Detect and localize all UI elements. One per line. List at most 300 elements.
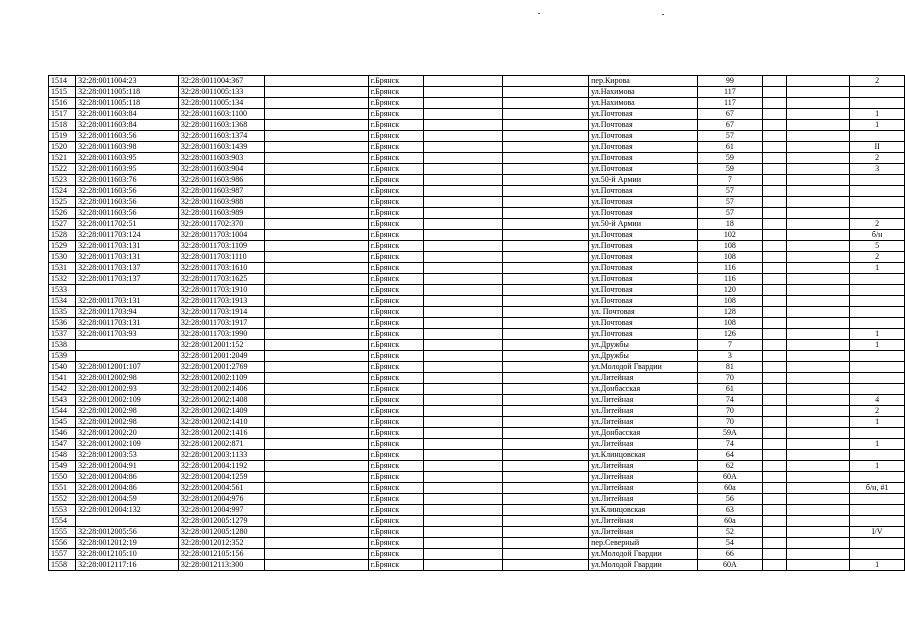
empty-cell	[787, 120, 850, 131]
note-cell: 2	[850, 406, 905, 417]
house-number-cell: 61	[698, 384, 762, 395]
empty-cell	[265, 109, 369, 120]
empty-cell	[424, 98, 503, 109]
empty-cell	[424, 263, 503, 274]
row-number-cell: 1550	[49, 472, 76, 483]
empty-cell	[787, 285, 850, 296]
empty-cell	[503, 307, 589, 318]
note-cell: 1	[850, 340, 905, 351]
empty-cell	[265, 560, 369, 571]
empty-cell	[503, 76, 589, 87]
empty-cell	[265, 373, 369, 384]
table-row	[49, 373, 905, 384]
empty-cell	[503, 318, 589, 329]
building-cadastral-number-cell: 32:28:0012004:997	[178, 505, 264, 516]
street-cell: ул.Почтовая	[589, 208, 698, 219]
empty-cell	[424, 252, 503, 263]
empty-cell	[503, 87, 589, 98]
table-row	[49, 87, 905, 98]
street-cell: ул. Почтовая	[589, 307, 698, 318]
empty-cell	[265, 98, 369, 109]
note-cell: б/н	[850, 230, 905, 241]
table-row	[49, 120, 905, 131]
empty-cell	[762, 428, 787, 439]
empty-cell	[503, 142, 589, 153]
empty-cell	[762, 87, 787, 98]
city-cell: г.Брянск	[368, 428, 423, 439]
street-cell: ул.Литейная	[589, 373, 698, 384]
street-cell: ул.50-й Армии	[589, 219, 698, 230]
empty-cell	[762, 318, 787, 329]
table-row	[49, 241, 905, 252]
empty-cell	[787, 439, 850, 450]
empty-cell	[762, 483, 787, 494]
building-cadastral-number-cell: 32:28:0011603:903	[178, 153, 264, 164]
empty-cell	[503, 439, 589, 450]
street-cell: пер.Северный	[589, 538, 698, 549]
parcel-cadastral-number-cell: 32:28:0011603:95	[76, 153, 179, 164]
street-cell: ул.Почтовая	[589, 241, 698, 252]
table-row	[49, 472, 905, 483]
row-number-cell: 1527	[49, 219, 76, 230]
street-cell: ул.Литейная	[589, 483, 698, 494]
parcel-cadastral-number-cell: 32:28:0012117:16	[76, 560, 179, 571]
house-number-cell: 59	[698, 164, 762, 175]
parcel-cadastral-number-cell: 32:28:0011603:56	[76, 197, 179, 208]
empty-cell	[787, 340, 850, 351]
house-number-cell: 57	[698, 131, 762, 142]
empty-cell	[503, 472, 589, 483]
empty-cell	[424, 285, 503, 296]
row-number-cell: 1518	[49, 120, 76, 131]
house-number-cell: 60а	[698, 483, 762, 494]
row-number-cell: 1537	[49, 329, 76, 340]
row-number-cell: 1530	[49, 252, 76, 263]
empty-cell	[787, 296, 850, 307]
row-number-cell: 1531	[49, 263, 76, 274]
empty-cell	[787, 230, 850, 241]
street-cell: ул.Почтовая	[589, 329, 698, 340]
parcel-cadastral-number-cell: 32:28:0011703:131	[76, 296, 179, 307]
building-cadastral-number-cell: 32:28:0011603:1439	[178, 142, 264, 153]
table-row	[49, 351, 905, 362]
house-number-cell: 57	[698, 186, 762, 197]
empty-cell	[787, 76, 850, 87]
row-number-cell: 1546	[49, 428, 76, 439]
row-number-cell: 1539	[49, 351, 76, 362]
parcel-cadastral-number-cell: 32:28:0011603:56	[76, 186, 179, 197]
empty-cell	[503, 208, 589, 219]
empty-cell	[762, 549, 787, 560]
empty-cell	[265, 329, 369, 340]
empty-cell	[503, 494, 589, 505]
parcel-cadastral-number-cell: 32:28:0012002:98	[76, 406, 179, 417]
house-number-cell: 117	[698, 87, 762, 98]
empty-cell	[424, 384, 503, 395]
building-cadastral-number-cell: 32:28:0011603:904	[178, 164, 264, 175]
parcel-cadastral-number-cell: 32:28:0011603:95	[76, 164, 179, 175]
table-row	[49, 98, 905, 109]
table-row	[49, 560, 905, 571]
row-number-cell: 1554	[49, 516, 76, 527]
building-cadastral-number-cell: 32:28:0011603:989	[178, 208, 264, 219]
empty-cell	[787, 98, 850, 109]
empty-cell	[787, 494, 850, 505]
city-cell: г.Брянск	[368, 406, 423, 417]
city-cell: г.Брянск	[368, 285, 423, 296]
note-cell	[850, 87, 905, 98]
street-cell: ул.Литейная	[589, 395, 698, 406]
empty-cell	[787, 164, 850, 175]
scan-speck	[538, 13, 540, 14]
empty-cell	[424, 494, 503, 505]
street-cell: ул.Литейная	[589, 461, 698, 472]
row-number-cell: 1540	[49, 362, 76, 373]
empty-cell	[424, 417, 503, 428]
building-cadastral-number-cell: 32:28:0011603:986	[178, 175, 264, 186]
house-number-cell: 52	[698, 527, 762, 538]
street-cell: ул.Молодой Гвардии	[589, 362, 698, 373]
note-cell	[850, 98, 905, 109]
city-cell: г.Брянск	[368, 538, 423, 549]
empty-cell	[762, 406, 787, 417]
note-cell	[850, 516, 905, 527]
row-number-cell: 1529	[49, 241, 76, 252]
empty-cell	[424, 516, 503, 527]
house-number-cell: 60а	[698, 516, 762, 527]
empty-cell	[787, 472, 850, 483]
empty-cell	[265, 428, 369, 439]
note-cell: 1	[850, 461, 905, 472]
empty-cell	[762, 494, 787, 505]
parcel-cadastral-number-cell: 32:28:0012005:56	[76, 527, 179, 538]
row-number-cell: 1541	[49, 373, 76, 384]
house-number-cell: 120	[698, 285, 762, 296]
row-number-cell: 1533	[49, 285, 76, 296]
row-number-cell: 1556	[49, 538, 76, 549]
empty-cell	[762, 120, 787, 131]
empty-cell	[503, 516, 589, 527]
street-cell: ул.Почтовая	[589, 186, 698, 197]
empty-cell	[762, 197, 787, 208]
street-cell: ул.Почтовая	[589, 274, 698, 285]
building-cadastral-number-cell: 32:28:0011603:1368	[178, 120, 264, 131]
empty-cell	[787, 406, 850, 417]
row-number-cell: 1528	[49, 230, 76, 241]
street-cell: ул.Почтовая	[589, 318, 698, 329]
empty-cell	[503, 384, 589, 395]
table-row	[49, 494, 905, 505]
note-cell	[850, 175, 905, 186]
note-cell: 5	[850, 241, 905, 252]
empty-cell	[787, 329, 850, 340]
parcel-cadastral-number-cell: 32:28:0012002:109	[76, 395, 179, 406]
empty-cell	[424, 186, 503, 197]
empty-cell	[265, 494, 369, 505]
street-cell: ул.Донбасская	[589, 384, 698, 395]
row-number-cell: 1522	[49, 164, 76, 175]
row-number-cell: 1551	[49, 483, 76, 494]
row-number-cell: 1534	[49, 296, 76, 307]
city-cell: г.Брянск	[368, 186, 423, 197]
row-number-cell: 1514	[49, 76, 76, 87]
city-cell: г.Брянск	[368, 307, 423, 318]
empty-cell	[762, 417, 787, 428]
building-cadastral-number-cell: 32:28:0012004:976	[178, 494, 264, 505]
parcel-cadastral-number-cell: 32:28:0012004:132	[76, 505, 179, 516]
table-row	[49, 76, 905, 87]
empty-cell	[265, 120, 369, 131]
empty-cell	[787, 351, 850, 362]
city-cell: г.Брянск	[368, 549, 423, 560]
empty-cell	[762, 263, 787, 274]
street-cell: ул.Клинцовская	[589, 505, 698, 516]
street-cell: ул.Почтовая	[589, 120, 698, 131]
parcel-cadastral-number-cell	[76, 285, 179, 296]
house-number-cell: 116	[698, 274, 762, 285]
note-cell	[850, 549, 905, 560]
parcel-cadastral-number-cell: 32:28:0011703:137	[76, 263, 179, 274]
city-cell: г.Брянск	[368, 351, 423, 362]
empty-cell	[762, 274, 787, 285]
row-number-cell: 1557	[49, 549, 76, 560]
empty-cell	[787, 450, 850, 461]
empty-cell	[424, 340, 503, 351]
empty-cell	[424, 472, 503, 483]
parcel-cadastral-number-cell: 32:28:0011603:56	[76, 131, 179, 142]
empty-cell	[424, 241, 503, 252]
empty-cell	[762, 175, 787, 186]
street-cell: ул.Почтовая	[589, 153, 698, 164]
empty-cell	[503, 505, 589, 516]
street-cell: пер.Кирова	[589, 76, 698, 87]
empty-cell	[265, 538, 369, 549]
empty-cell	[265, 483, 369, 494]
note-cell: 1	[850, 329, 905, 340]
house-number-cell: 74	[698, 395, 762, 406]
building-cadastral-number-cell: 32:28:0012002:1409	[178, 406, 264, 417]
city-cell: г.Брянск	[368, 263, 423, 274]
empty-cell	[787, 197, 850, 208]
table-row	[49, 549, 905, 560]
empty-cell	[265, 406, 369, 417]
empty-cell	[265, 175, 369, 186]
house-number-cell: 108	[698, 318, 762, 329]
table-row	[49, 395, 905, 406]
city-cell: г.Брянск	[368, 472, 423, 483]
house-number-cell: 61	[698, 142, 762, 153]
empty-cell	[503, 274, 589, 285]
registry-table	[48, 75, 905, 571]
table-row	[49, 362, 905, 373]
parcel-cadastral-number-cell: 32:28:0012004:86	[76, 472, 179, 483]
parcel-cadastral-number-cell: 32:28:0011703:131	[76, 318, 179, 329]
parcel-cadastral-number-cell: 32:28:0011603:76	[76, 175, 179, 186]
parcel-cadastral-number-cell: 32:28:0011004:23	[76, 76, 179, 87]
street-cell: ул.Почтовая	[589, 230, 698, 241]
street-cell: ул.Литейная	[589, 472, 698, 483]
row-number-cell: 1526	[49, 208, 76, 219]
city-cell: г.Брянск	[368, 197, 423, 208]
building-cadastral-number-cell: 32:28:0011703:1610	[178, 263, 264, 274]
empty-cell	[762, 307, 787, 318]
empty-cell	[265, 197, 369, 208]
parcel-cadastral-number-cell: 32:28:0011703:131	[76, 241, 179, 252]
table-row	[49, 406, 905, 417]
building-cadastral-number-cell: 32:28:0011603:988	[178, 197, 264, 208]
building-cadastral-number-cell: 32:28:0012002:1408	[178, 395, 264, 406]
table-row	[49, 439, 905, 450]
empty-cell	[503, 296, 589, 307]
empty-cell	[787, 142, 850, 153]
building-cadastral-number-cell: 32:28:0011603:1374	[178, 131, 264, 142]
building-cadastral-number-cell: 32:28:0012002:1416	[178, 428, 264, 439]
empty-cell	[787, 417, 850, 428]
empty-cell	[424, 76, 503, 87]
building-cadastral-number-cell: 32:28:0011703:1625	[178, 274, 264, 285]
parcel-cadastral-number-cell: 32:28:0012002:20	[76, 428, 179, 439]
note-cell	[850, 384, 905, 395]
empty-cell	[787, 175, 850, 186]
house-number-cell: 57	[698, 208, 762, 219]
house-number-cell: 108	[698, 241, 762, 252]
row-number-cell: 1548	[49, 450, 76, 461]
row-number-cell: 1525	[49, 197, 76, 208]
building-cadastral-number-cell: 32:28:0012003:1133	[178, 450, 264, 461]
empty-cell	[265, 142, 369, 153]
street-cell: ул.Почтовая	[589, 109, 698, 120]
empty-cell	[265, 263, 369, 274]
city-cell: г.Брянск	[368, 318, 423, 329]
empty-cell	[762, 164, 787, 175]
city-cell: г.Брянск	[368, 241, 423, 252]
house-number-cell: 57	[698, 197, 762, 208]
street-cell: ул.Почтовая	[589, 131, 698, 142]
street-cell: ул.Дружбы	[589, 351, 698, 362]
building-cadastral-number-cell: 32:28:0011703:1990	[178, 329, 264, 340]
city-cell: г.Брянск	[368, 296, 423, 307]
table-row	[49, 461, 905, 472]
table-row	[49, 428, 905, 439]
note-cell	[850, 296, 905, 307]
empty-cell	[787, 131, 850, 142]
parcel-cadastral-number-cell: 32:28:0011703:124	[76, 230, 179, 241]
empty-cell	[787, 109, 850, 120]
empty-cell	[503, 461, 589, 472]
empty-cell	[265, 351, 369, 362]
note-cell: 2	[850, 219, 905, 230]
note-cell	[850, 307, 905, 318]
row-number-cell: 1521	[49, 153, 76, 164]
city-cell: г.Брянск	[368, 417, 423, 428]
empty-cell	[265, 307, 369, 318]
empty-cell	[787, 186, 850, 197]
empty-cell	[503, 450, 589, 461]
note-cell: 1	[850, 263, 905, 274]
empty-cell	[424, 208, 503, 219]
street-cell: ул.Почтовая	[589, 142, 698, 153]
building-cadastral-number-cell: 32:28:0012004:1192	[178, 461, 264, 472]
empty-cell	[787, 219, 850, 230]
parcel-cadastral-number-cell: 32:28:0012002:98	[76, 417, 179, 428]
building-cadastral-number-cell: 32:28:0012001:152	[178, 340, 264, 351]
note-cell	[850, 131, 905, 142]
empty-cell	[787, 87, 850, 98]
table-row	[49, 384, 905, 395]
parcel-cadastral-number-cell: 32:28:0011005:118	[76, 87, 179, 98]
parcel-cadastral-number-cell: 32:28:0012004:91	[76, 461, 179, 472]
table-row	[49, 329, 905, 340]
empty-cell	[787, 505, 850, 516]
empty-cell	[503, 340, 589, 351]
row-number-cell: 1555	[49, 527, 76, 538]
house-number-cell: 81	[698, 362, 762, 373]
empty-cell	[762, 219, 787, 230]
table-row	[49, 417, 905, 428]
house-number-cell: 66	[698, 549, 762, 560]
row-number-cell: 1524	[49, 186, 76, 197]
empty-cell	[503, 395, 589, 406]
house-number-cell: 108	[698, 252, 762, 263]
empty-cell	[265, 131, 369, 142]
street-cell: ул.Почтовая	[589, 197, 698, 208]
empty-cell	[503, 417, 589, 428]
empty-cell	[787, 483, 850, 494]
table-row	[49, 527, 905, 538]
empty-cell	[787, 461, 850, 472]
parcel-cadastral-number-cell: 32:28:0012002:98	[76, 373, 179, 384]
parcel-cadastral-number-cell: 32:28:0011603:56	[76, 208, 179, 219]
note-cell	[850, 285, 905, 296]
empty-cell	[762, 329, 787, 340]
empty-cell	[503, 263, 589, 274]
house-number-cell: 59	[698, 153, 762, 164]
table-row	[49, 285, 905, 296]
empty-cell	[265, 208, 369, 219]
house-number-cell: 116	[698, 263, 762, 274]
table-row	[49, 296, 905, 307]
city-cell: г.Брянск	[368, 329, 423, 340]
table-row	[49, 219, 905, 230]
parcel-cadastral-number-cell	[76, 516, 179, 527]
empty-cell	[762, 186, 787, 197]
note-cell	[850, 494, 905, 505]
empty-cell	[424, 538, 503, 549]
table-row	[49, 197, 905, 208]
building-cadastral-number-cell: 32:28:0012004:1259	[178, 472, 264, 483]
table-row	[49, 340, 905, 351]
empty-cell	[762, 285, 787, 296]
row-number-cell: 1519	[49, 131, 76, 142]
note-cell: 1	[850, 560, 905, 571]
empty-cell	[265, 450, 369, 461]
city-cell: г.Брянск	[368, 362, 423, 373]
empty-cell	[424, 142, 503, 153]
building-cadastral-number-cell: 32:28:0012012:352	[178, 538, 264, 549]
city-cell: г.Брянск	[368, 461, 423, 472]
city-cell: г.Брянск	[368, 142, 423, 153]
house-number-cell: 74	[698, 439, 762, 450]
empty-cell	[762, 252, 787, 263]
empty-cell	[265, 417, 369, 428]
parcel-cadastral-number-cell: 32:28:0012004:86	[76, 483, 179, 494]
city-cell: г.Брянск	[368, 340, 423, 351]
city-cell: г.Брянск	[368, 384, 423, 395]
empty-cell	[265, 76, 369, 87]
street-cell: ул.Почтовая	[589, 285, 698, 296]
house-number-cell: 117	[698, 98, 762, 109]
house-number-cell: 64	[698, 450, 762, 461]
